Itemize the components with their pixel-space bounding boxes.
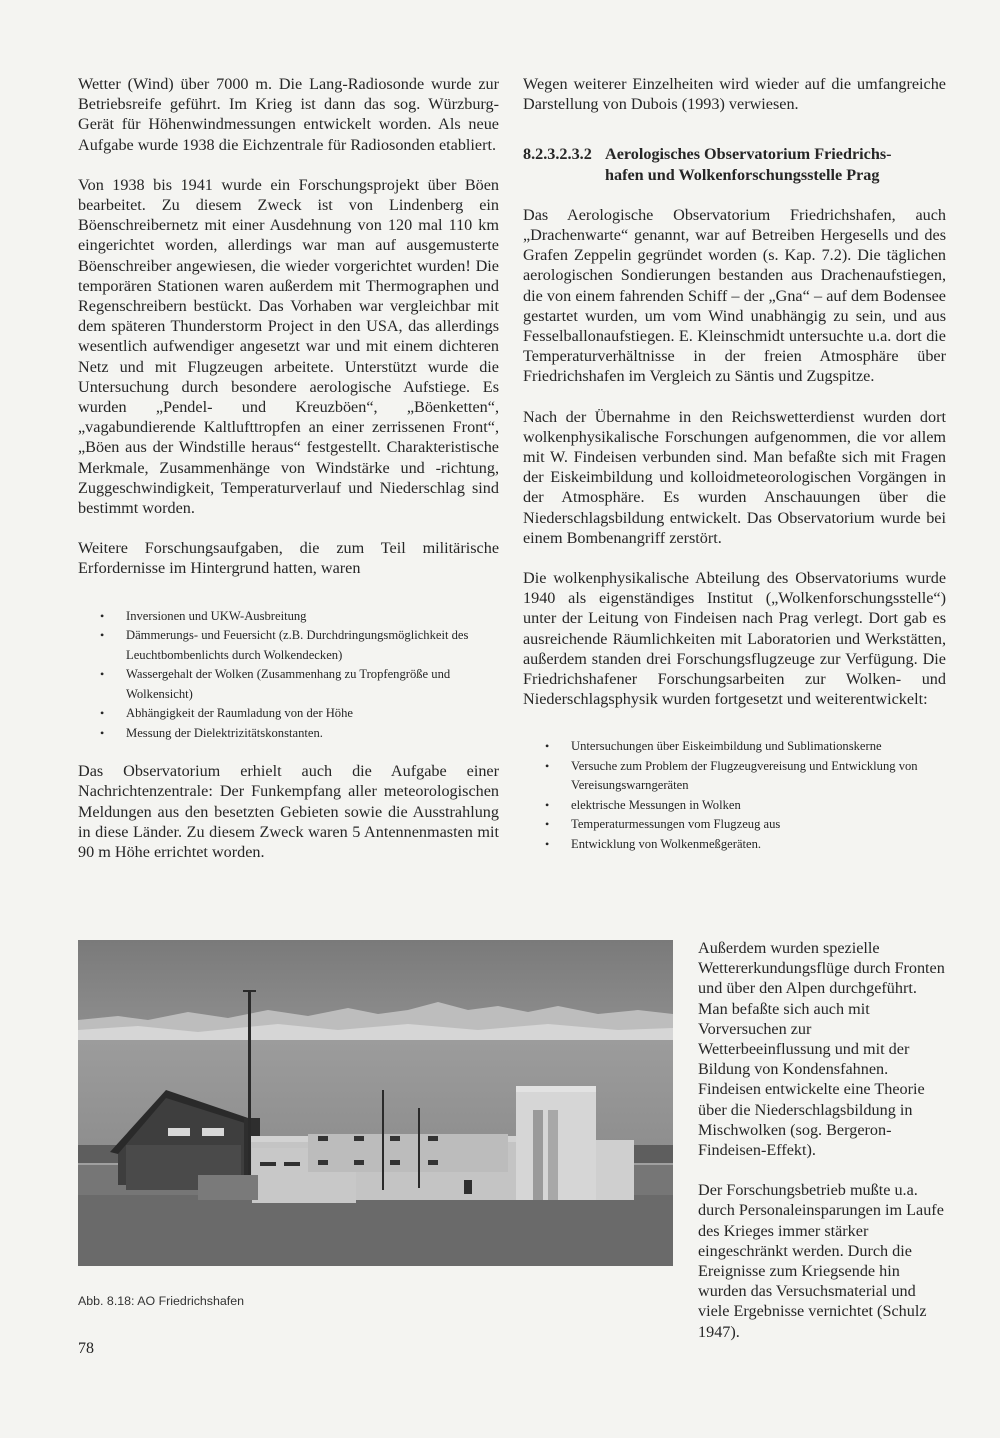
list-item: • Temperaturmessungen vom Flugzeug aus: [523, 815, 946, 835]
paragraph: Die wolkenphysikalische Abteilung des Observatoriums wurde 1940 als eigenständiges Institut („Wolkenforschungsstelle“) unter der Leitung von Findeisen nach Prag verlegt. Dort gab es ausreichende Räumlichkeiten mit Laboratorien und Werkstätten, außerdem standen drei Forschungsflugzeuge zur Verfügung. Die Friedrichshafener Forschungsarbeiten zur Wolken- und Niederschlagsphysik wurden fortgesetzt und weiterentwickelt:: [523, 569, 946, 709]
paragraph: Außerdem wurden spezielle Wettererkundungsflüge durch Fronten und über den Alpen durchgeführt. Man befaßte sich auch mit Vorversuchen zur Wetterbeeinflussung und mit der Bildung von Kondensfahnen. Findeisen entwickelte eine Theorie über die Niederschlagsbildung in Mischwolken (sog. Bergeron-Findeisen-Effekt).: [698, 939, 945, 1160]
figure-caption: Abb. 8.18: AO Friedrichshafen: [78, 1294, 244, 1308]
left-column: [78, 74, 499, 862]
paragraph: Der Forschungsbetrieb mußte u.a. durch Personaleinsparungen im Laufe des Krieges immer stärker eingeschränkt werden. Durch die Ereignisse zum Kriegsende hin wurden das Versuchsmaterial und viele Ergebnisse vernichtet (Schulz 1947).: [698, 1181, 944, 1341]
list-item: • Entwicklung von Wolkenmeßgeräten.: [523, 835, 946, 855]
paragraph: Wegen weiterer Einzelheiten wird wieder auf die umfangreiche Darstellung von Dubois (1993) verwiesen.: [523, 75, 946, 114]
paragraph: Nach der Übernahme in den Reichswetterdienst wurden dort wolkenphysikalische Forschungen aufgenommen, die vor allem mit W. Findeisen verbunden sind. Man befaßte sich mit Fragen der Eiskeimbildung und kolloidmeteorologischen Vorgängen in der Atmosphäre. Es wurden Anschauungen über die Niederschlagsbildung entwickelt. Das Observatorium wurde bei einem Bombenangriff zerstört.: [523, 407, 946, 547]
list-item: • Abhängigkeit der Raumladung von der Höhe: [78, 704, 499, 724]
bullet-list: [78, 607, 499, 744]
section-heading: [523, 144, 946, 184]
list-item: • Wassergehalt der Wolken (Zusammenhang zu Tropfengröße und Wolkensicht): [78, 665, 499, 704]
paragraph: Das Aerologische Observatorium Friedrichshafen, auch „Drachenwarte“ genannt, war auf Betreiben Hergesells und des Grafen Zeppelin gegründet worden (s. Kap. 7.2). Die täglichen aerologischen Sondierungen bestanden aus Drachenaufstiegen, die von einem fahrenden Schiff – der „Gna“ – auf dem Bodensee gestartet wurden, um vom Wind unabhängig zu sein, und aus Fesselballonaufstiegen. E. Kleinschmidt untersuchte u.a. dort die Temperaturverhältnisse in der freien Atmosphäre über Friedrichshafen im Vergleich zu Säntis und Zugspitze.: [523, 205, 946, 386]
page-number: 78: [78, 1340, 94, 1357]
list-item: • elektrische Messungen in Wolken: [523, 796, 946, 816]
bullet-list: [523, 737, 946, 854]
right-column: [523, 74, 946, 854]
observatory-photo: [78, 940, 673, 1266]
list-item: • Inversionen und UKW-Ausbreitung: [78, 607, 499, 627]
paragraph: Das Observatorium erhielt auch die Aufgabe einer Nachrichtenzentrale: Der Funkempfang aller meteorologischen Meldungen aus den besetzten Gebieten sowie die Ausstrahlung in diese Länder. Zu diesem Zweck waren 5 Antennenmasten mit 90 m Höhe errichtet worden.: [78, 762, 499, 861]
paragraph: Weitere Forschungsaufgaben, die zum Teil militärische Erfordernisse im Hintergrund hatten, waren: [78, 539, 499, 578]
paragraph: Wetter (Wind) über 7000 m. Die Lang-Radiosonde wurde zur Betriebsreife geführt. Im Krieg ist dann das sog. Würzburg-Gerät für Höhenwindmessungen entwickelt worden. Als neue Aufgabe wurde 1938 die Eichzentrale für Radiosonden etabliert.: [78, 75, 499, 154]
section-title-line1: Aerologisches Observatorium Friedrichs-: [605, 145, 892, 164]
paragraph: Von 1938 bis 1941 wurde ein Forschungsprojekt über Böen bearbeitet. Zu diesem Zweck ist von Lindenberg ein Böenschreibernetz mit einer Ausdehnung von 120 mal 110 km eingerichtet worden, allerdings war man auf ausgemusterte Böenschreiber angewiesen, die wieder vorgerichtet wurden! Die temporären Stationen waren außerdem mit Thermographen und Regenschreibern bestückt. Das Vorhaben war vergleichbar mit dem späteren Thunderstorm Project in den USA, das allerdings wesentlich aufwendiger angesetzt war und mit einem dichteren Netz und mit Flugzeugen arbeitete. Unterstützt wurde die Untersuchung durch besondere aerologische Aufstiege. Es wurden „Pendel- und Kreuzböen“, „Böenketten“, „vagabundierende Kaltlufttropfen an einer zerrissenen Front“, „Böen aus der Windstille heraus“ festgestellt. Charakteristische Merkmale, Zusammenhänge von Windstärke und -richtung, Zuggeschwindigkeit, Temperaturverlauf und Niederschlag sind bestimmt worden.: [78, 175, 499, 518]
list-item: • Untersuchungen über Eiskeimbildung und Sublimationskerne: [523, 737, 946, 757]
section-number: 8.2.3.2.3.2: [523, 145, 592, 164]
list-item: • Messung der Dielektrizitätskonstanten.: [78, 724, 499, 744]
list-item: • Versuche zum Problem der Flugzeugvereisung und Entwicklung von Vereisungswarngeräten: [523, 757, 946, 796]
side-column: [698, 938, 946, 1342]
section-title-line2: hafen und Wolkenforschungsstelle Prag: [605, 165, 880, 184]
list-item: • Dämmerungs- und Feuersicht (z.B. Durchdringungsmöglichkeit des Leuchtbombenlichts durch Wolkendecken): [78, 626, 499, 665]
